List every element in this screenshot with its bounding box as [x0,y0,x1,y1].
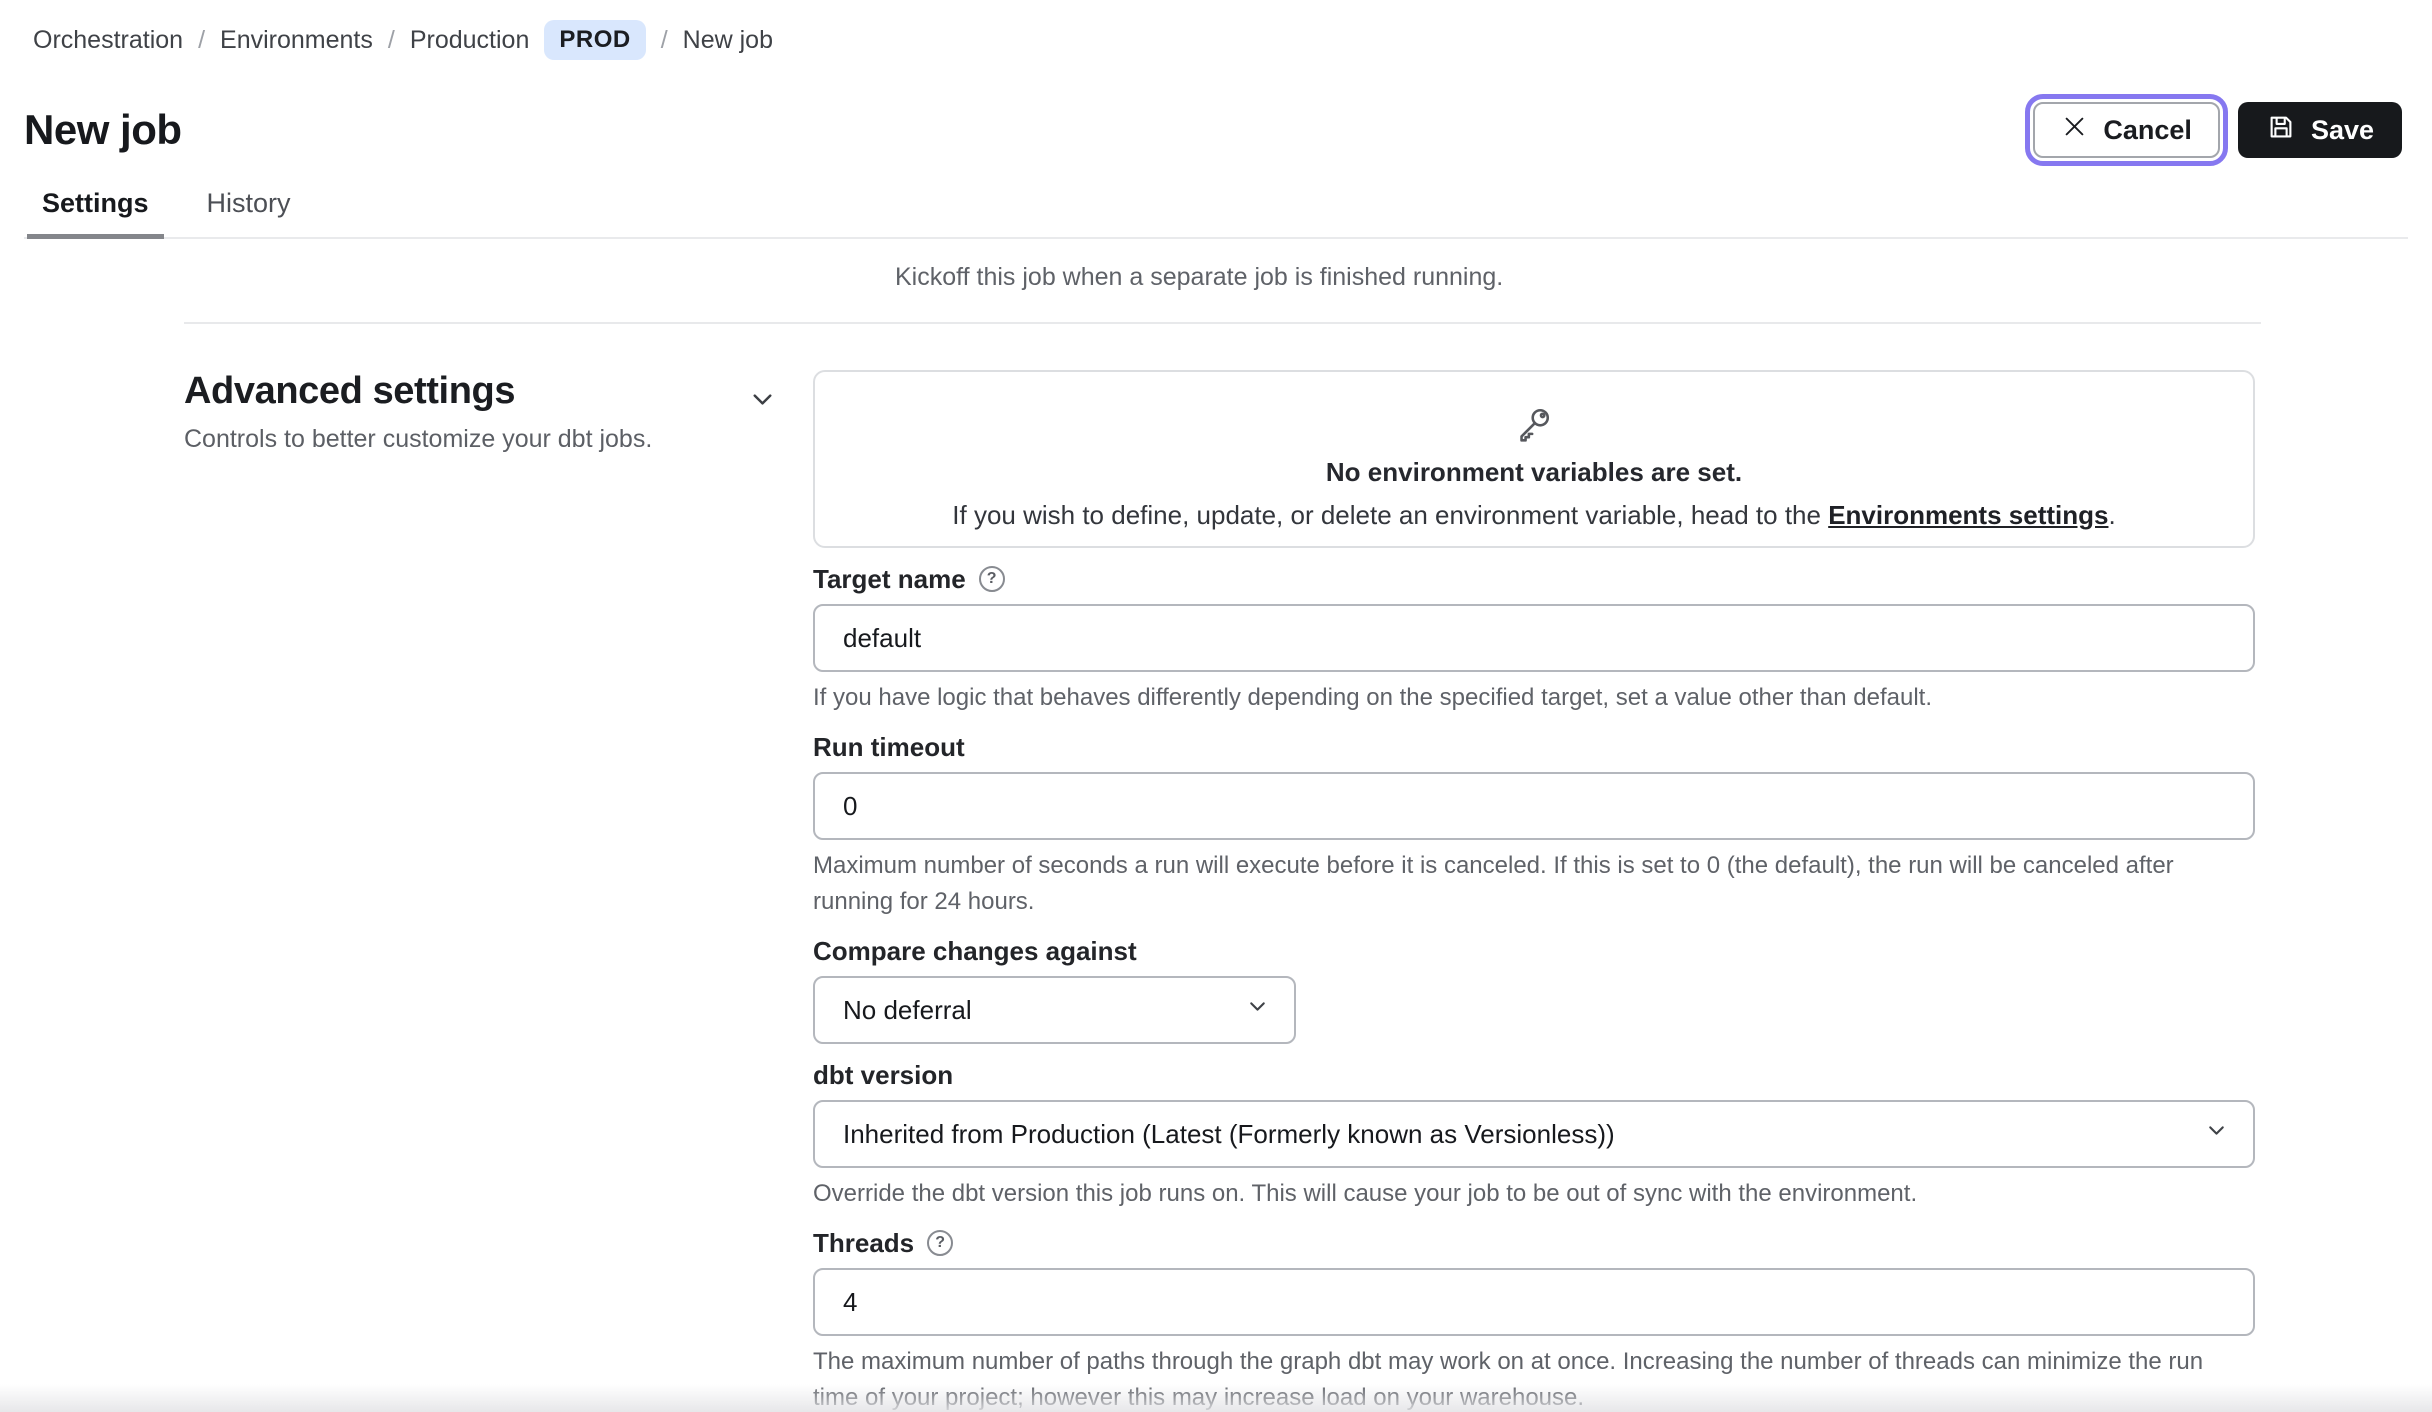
environment-prod-badge: PROD [544,20,645,60]
threads-label-text: Threads [813,1228,915,1258]
compare-changes-label-text: Compare changes against [813,936,1137,966]
breadcrumb-production[interactable]: Production [409,25,530,54]
breadcrumb-separator: / [198,25,206,54]
breadcrumb-orchestration[interactable]: Orchestration [33,25,184,54]
collapse-section-button[interactable] [747,370,813,1412]
threads-helper: The maximum number of paths through the graph dbt may work on at once. Increasing the number of threads can minimize the run time of your project; however this may increase load on your warehouse. [813,1348,2204,1411]
tab-history[interactable]: History [206,188,291,218]
help-icon[interactable]: ? [927,1230,953,1256]
trigger-helper-text: Kickoff this job when a separate job is finished running. [895,263,1504,291]
dbt-version-label [813,1060,2255,1090]
dbt-version-value: Inherited from Production (Latest (Formerly known as Versionless)) [843,1118,1615,1149]
dbt-version-label-text: dbt version [813,1060,954,1090]
chevron-down-icon [747,384,778,1412]
save-button-label: Save [2310,114,2374,145]
field-target-name [813,564,2255,716]
environments-settings-link[interactable]: Environments settings [1828,500,2109,530]
env-card-body-period: . [2108,500,2116,530]
field-dbt-version [813,1060,2255,1212]
target-name-input[interactable] [813,604,2255,672]
key-icon [1512,402,1556,451]
advanced-settings-subheading: Controls to better customize your dbt jobs. [184,425,653,453]
run-timeout-label [813,732,2255,762]
x-icon [2061,113,2088,147]
page-title: New job [24,106,182,153]
dbt-version-select[interactable] [813,1100,2255,1168]
run-timeout-label-text: Run timeout [813,732,965,762]
cancel-button-label: Cancel [2103,114,2192,145]
compare-changes-value: No deferral [843,994,972,1025]
chevron-down-icon [1245,994,1270,1026]
cancel-button[interactable] [2033,102,2220,158]
save-icon [2266,112,2296,149]
settings-panel [0,263,2432,1412]
help-icon[interactable]: ? [979,566,1005,592]
page-header [0,0,2432,239]
breadcrumb [0,0,2432,60]
cancel-button-focus-ring [2025,94,2228,166]
breadcrumb-separator: / [660,25,668,54]
field-run-timeout [813,732,2255,920]
run-timeout-input[interactable] [813,772,2255,840]
breadcrumb-environments[interactable]: Environments [220,25,373,54]
compare-changes-label [813,936,2255,966]
dbt-version-helper: Override the dbt version this job runs on. This will cause your job to be out of sync with the environment. [813,1180,1918,1207]
target-name-helper: If you have logic that behaves differently depending on the specified target, set a value other than default. [813,684,1932,711]
threads-input[interactable] [813,1268,2255,1336]
breadcrumb-separator: / [387,25,395,54]
field-compare-changes [813,936,2255,1044]
compare-changes-select[interactable] [813,976,1296,1044]
breadcrumb-current: New job [682,25,773,54]
chevron-down-icon [2204,1118,2229,1150]
env-variables-card [813,370,2255,548]
tab-bar [24,188,2408,239]
section-divider [184,322,2261,324]
threads-label [813,1228,2255,1258]
header-actions [2025,94,2402,166]
save-button[interactable] [2238,102,2402,158]
advanced-settings-heading: Advanced settings [184,370,516,412]
env-card-title: No environment variables are set. [1325,457,1743,487]
tab-settings[interactable]: Settings [27,188,164,239]
env-card-body-text: If you wish to define, update, or delete an environment variable, head to the [952,500,1829,530]
run-timeout-helper: Maximum number of seconds a run will execute before it is canceled. If this is set to 0 (the default), the run will be canceled after running for 24 hours. [813,852,2174,915]
advanced-settings-section [0,370,2432,1412]
field-threads [813,1228,2255,1412]
target-name-label-text: Target name [813,564,966,594]
env-card-body [952,500,2115,531]
target-name-label [813,564,2255,594]
